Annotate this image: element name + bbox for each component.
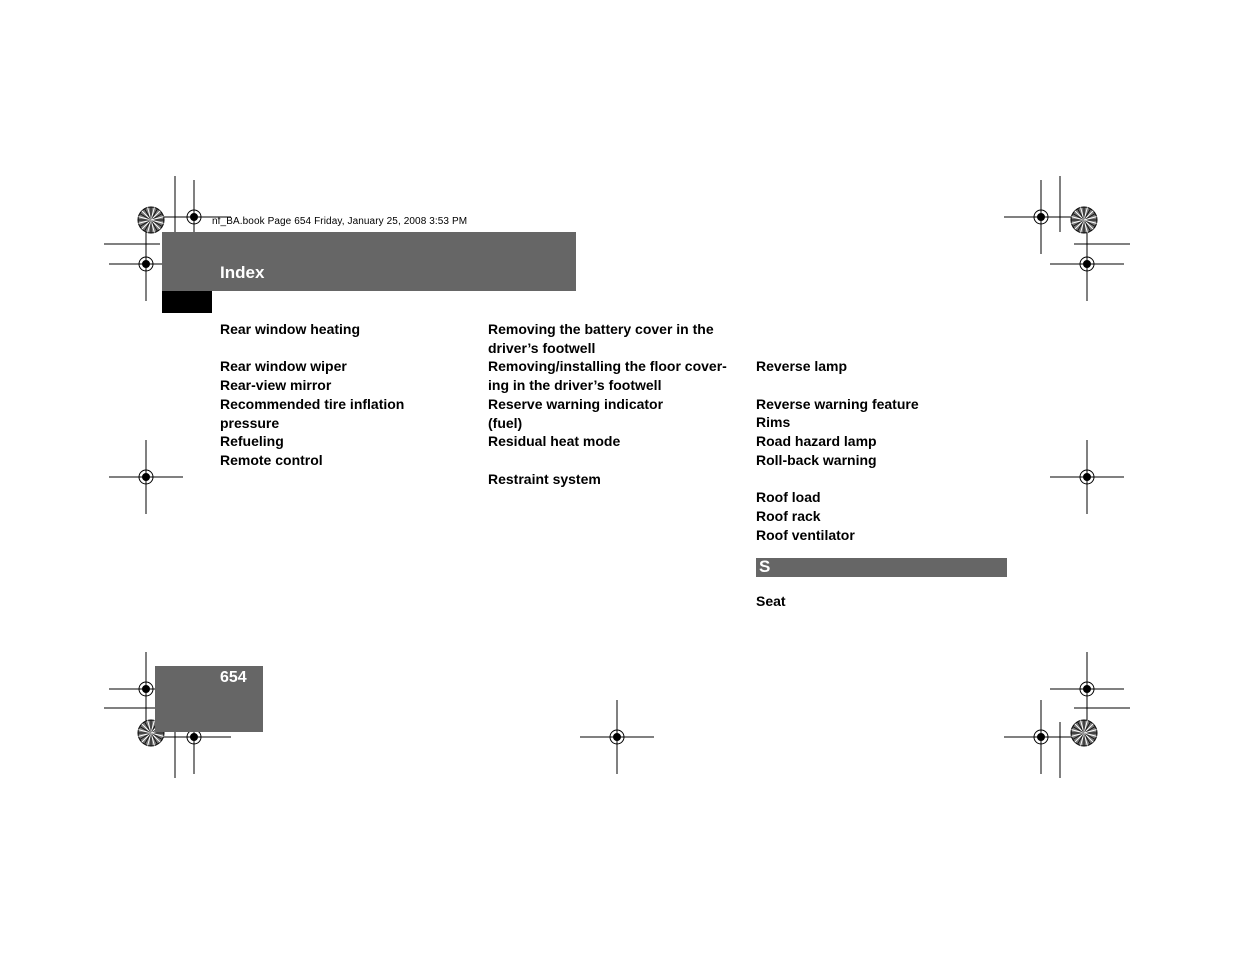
crosshair-mark (109, 440, 183, 514)
crosshair-mark (1050, 440, 1124, 514)
index-spacer (756, 376, 1007, 395)
index-entry: ing in the driver’s footwell (488, 377, 662, 394)
index-entry: Recommended tire inflation (220, 395, 405, 412)
index-entry: Rear window heating (220, 321, 361, 337)
rosette-mark (1071, 720, 1097, 746)
index-entry: Rims (756, 414, 791, 431)
index-entry: pressure (220, 414, 280, 431)
crosshair-mark (580, 700, 654, 774)
header-tab (162, 291, 212, 313)
index-entry: Refueling (220, 433, 284, 450)
index-entry: driver’s footwell (488, 339, 596, 356)
index-entry: Seat (756, 593, 786, 609)
index-column-3 (756, 320, 1007, 544)
index-entry: (fuel) (488, 414, 523, 431)
index-entry: Roll-back warning (756, 451, 877, 468)
index-entry: Reverse lamp (756, 358, 848, 375)
index-entry: Roof ventilator (756, 526, 855, 543)
crosshair-mark (1004, 700, 1078, 774)
section-letter: S (759, 557, 771, 576)
index-entry: Roof load (756, 489, 821, 506)
index-entry: Road hazard lamp (756, 433, 877, 450)
index-spacer (756, 320, 1007, 339)
index-entry: Restraint system (488, 470, 601, 487)
index-spacer (488, 451, 743, 470)
rosette-mark (1071, 207, 1097, 233)
crosshair-mark (1050, 227, 1124, 301)
crosshair-mark (1004, 180, 1078, 254)
index-column-2 (488, 320, 743, 488)
file-info-line: nf_BA.book Page 654 Friday, January 25, 2008 3:53 PM (212, 216, 468, 227)
page-number: 654 (220, 669, 247, 686)
index-entry: Removing/installing the floor cover- (488, 358, 727, 375)
index-entry: Removing the battery cover in the (488, 321, 714, 337)
index-spacer (756, 339, 1007, 358)
crosshair-mark (1050, 652, 1124, 726)
index-entry: Remote control (220, 451, 323, 468)
index-spacer (220, 339, 470, 358)
rosette-mark (138, 207, 164, 233)
index-entry: Roof rack (756, 507, 821, 524)
index-entry: Rear-view mirror (220, 377, 332, 394)
index-spacer (756, 470, 1007, 489)
section-letter-bar (756, 558, 1007, 577)
index-entry: Residual heat mode (488, 433, 621, 450)
index-entry: Rear window wiper (220, 358, 347, 375)
index-entry: Reserve warning indicator (488, 395, 664, 412)
index-column-1 (220, 320, 470, 470)
page-title: Index (220, 263, 265, 282)
index-entry: Reverse warning feature (756, 395, 919, 412)
